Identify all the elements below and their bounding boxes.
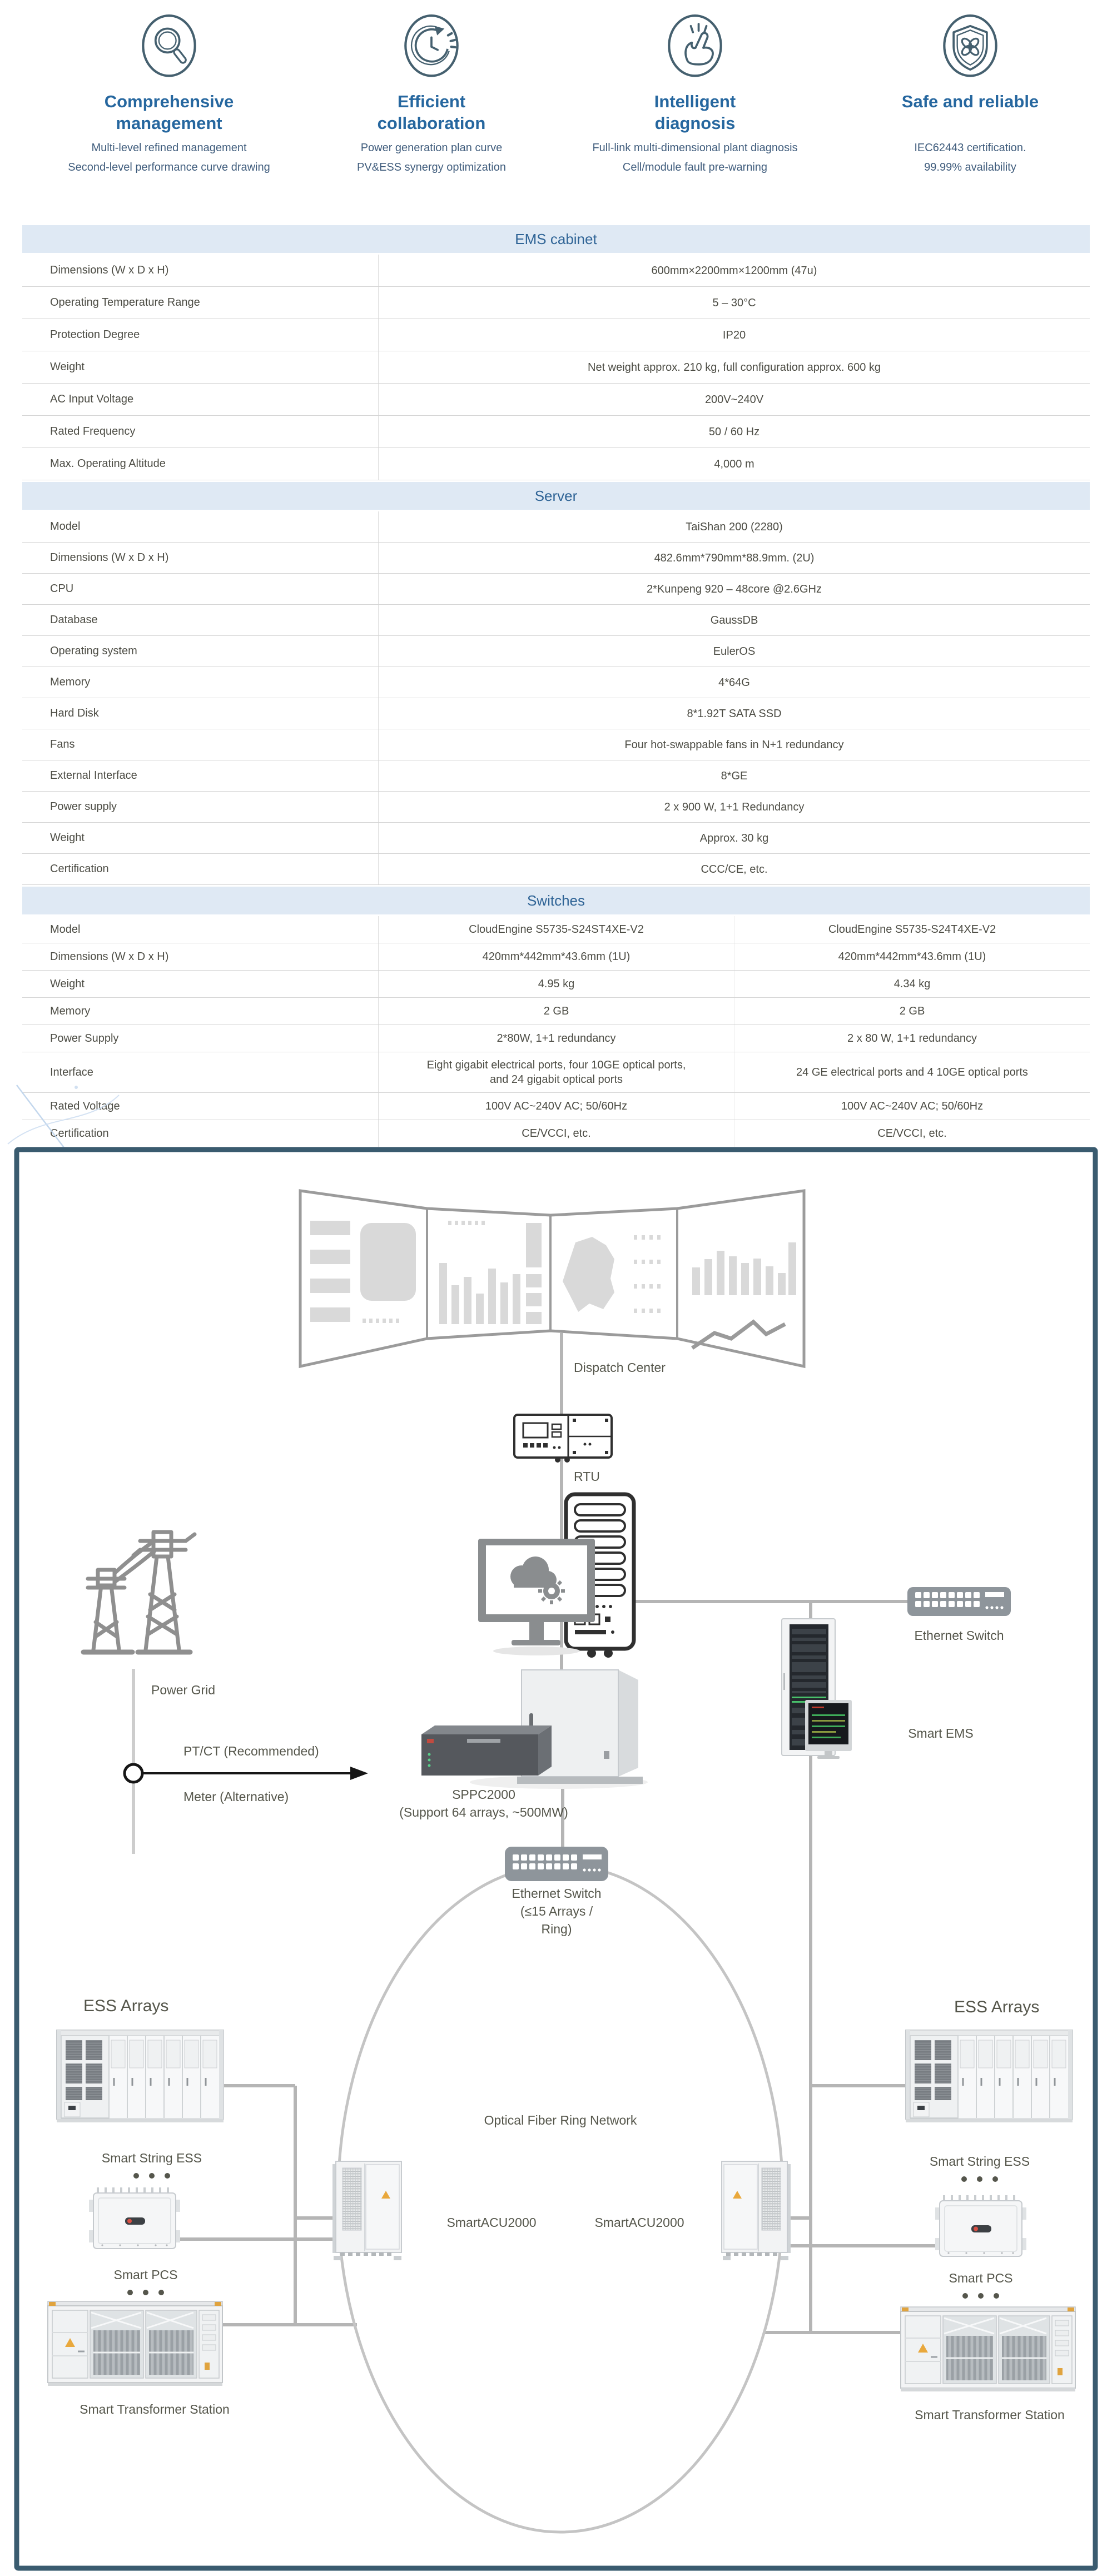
table-row bbox=[22, 287, 1090, 319]
table-row bbox=[22, 1025, 1090, 1052]
feature-title: Efficient collaboration bbox=[377, 92, 486, 133]
table-row bbox=[22, 543, 1090, 574]
feature-description: Multi-level refined management Second-level performance curve drawing bbox=[68, 142, 270, 173]
row-value: CCC/CE, etc. bbox=[378, 854, 1090, 884]
row-label: Weight bbox=[50, 977, 85, 990]
table-row bbox=[22, 943, 1090, 971]
feature-title: Intelligent diagnosis bbox=[654, 92, 736, 133]
smart-string-ess-left-label: Smart String ESS bbox=[101, 2151, 202, 2165]
row-value: CloudEngine S5735-S24ST4XE-V2 bbox=[378, 916, 734, 943]
smart-acu-right-label: SmartACU2000 bbox=[594, 2215, 684, 2230]
row-value: 4.95 kg bbox=[378, 971, 734, 997]
row-value: IP20 bbox=[378, 319, 1090, 351]
row-value: 600mm×2200mm×1200mm (47u) bbox=[378, 255, 1090, 286]
table-row bbox=[22, 916, 1090, 943]
transformer-left-label: Smart Transformer Station bbox=[80, 2402, 230, 2416]
shield-icon bbox=[831, 12, 1109, 86]
row-label: Model bbox=[50, 520, 81, 533]
row-value: Approx. 30 kg bbox=[378, 823, 1090, 853]
table-switches bbox=[22, 887, 1090, 1147]
ptct-label: PT/CT (Recommended) bbox=[183, 1744, 319, 1758]
row-value: 100V AC~240V AC; 50/60Hz bbox=[378, 1093, 734, 1120]
smart-acu-right-icon bbox=[722, 2161, 791, 2260]
table-row bbox=[22, 667, 1090, 698]
row-label: Power Supply bbox=[50, 1032, 119, 1045]
feature-1 bbox=[30, 12, 308, 177]
table-switches-header: Switches bbox=[22, 887, 1090, 914]
row-label: Dimensions (W x D x H) bbox=[50, 264, 169, 276]
transformer-right-icon bbox=[901, 2307, 1075, 2391]
row-label: Protection Degree bbox=[50, 329, 140, 341]
sppc2000-sublabel: (Support 64 arrays, ~500MW) bbox=[399, 1805, 568, 1819]
row-value: 24 GE electrical ports and 4 10GE optical ports bbox=[734, 1052, 1090, 1092]
feature-3 bbox=[556, 12, 834, 177]
row-label: Operating Temperature Range bbox=[50, 296, 200, 309]
smart-acu-left-label: SmartACU2000 bbox=[446, 2215, 537, 2230]
row-value: GaussDB bbox=[378, 605, 1090, 635]
snap-hand-icon bbox=[556, 12, 834, 86]
row-value: Eight gigabit electrical ports, four 10GE optical ports, and 24 gigabit optical ports bbox=[378, 1052, 734, 1092]
ess-container-right bbox=[906, 2030, 1073, 2122]
table-row bbox=[22, 854, 1090, 885]
feature-columns bbox=[0, 12, 1112, 207]
row-value: 2 GB bbox=[378, 998, 734, 1025]
row-label: Power supply bbox=[50, 800, 117, 813]
table-server bbox=[22, 482, 1090, 885]
transformer-right-label: Smart Transformer Station bbox=[915, 2408, 1065, 2422]
row-value: 50 / 60 Hz bbox=[378, 416, 1090, 447]
row-value: 4,000 m bbox=[378, 448, 1090, 480]
table-row bbox=[22, 416, 1090, 448]
row-value: EulerOS bbox=[378, 636, 1090, 667]
row-value: 8*GE bbox=[378, 760, 1090, 791]
table-row bbox=[22, 319, 1090, 351]
row-value: CE/VCCI, etc. bbox=[734, 1120, 1090, 1147]
row-label: Max. Operating Altitude bbox=[50, 457, 166, 470]
table-row bbox=[22, 351, 1090, 384]
row-label: Memory bbox=[50, 1004, 91, 1017]
row-label: Rated Voltage bbox=[50, 1100, 120, 1112]
smart-pcs-right-label: Smart PCS bbox=[949, 2271, 1013, 2285]
row-label: Model bbox=[50, 923, 81, 936]
table-row bbox=[22, 823, 1090, 854]
row-label: Weight bbox=[50, 361, 85, 373]
row-value: 200V~240V bbox=[378, 384, 1090, 415]
row-label: Fans bbox=[50, 738, 75, 750]
smart-ems-monitor-icon bbox=[805, 1700, 852, 1759]
table-row bbox=[22, 448, 1090, 480]
row-value: 2*Kunpeng 920 – 48core @2.6GHz bbox=[378, 574, 1090, 604]
table-row bbox=[22, 1093, 1090, 1120]
spec-tables bbox=[22, 223, 1090, 1147]
feature-4 bbox=[831, 12, 1109, 177]
table-row bbox=[22, 729, 1090, 760]
table-ems-header: EMS cabinet bbox=[22, 225, 1090, 253]
row-value: 2 GB bbox=[734, 998, 1090, 1025]
ess-container-left bbox=[57, 2030, 224, 2122]
row-value: 420mm*442mm*43.6mm (1U) bbox=[378, 943, 734, 970]
rtu-icon bbox=[514, 1415, 612, 1463]
row-label: Dimensions (W x D x H) bbox=[50, 950, 169, 963]
ethernet-switch-right-icon bbox=[907, 1587, 1011, 1616]
tap-node bbox=[125, 1764, 142, 1782]
row-value: CE/VCCI, etc. bbox=[378, 1120, 734, 1147]
row-value: TaiShan 200 (2280) bbox=[378, 511, 1090, 542]
row-label: Weight bbox=[50, 832, 85, 844]
ethernet-switch-mid-label-2: (≤15 Arrays / bbox=[520, 1904, 593, 1918]
row-label: AC Input Voltage bbox=[50, 393, 134, 405]
table-row bbox=[22, 1052, 1090, 1093]
row-value: 420mm*442mm*43.6mm (1U) bbox=[734, 943, 1090, 970]
row-value: 2 x 900 W, 1+1 Redundancy bbox=[378, 792, 1090, 822]
row-label: Rated Frequency bbox=[50, 425, 136, 437]
table-row bbox=[22, 605, 1090, 636]
power-grid-label: Power Grid bbox=[151, 1683, 216, 1697]
row-value: 4*64G bbox=[378, 667, 1090, 698]
row-label: Dimensions (W x D x H) bbox=[50, 551, 169, 564]
table-row bbox=[22, 574, 1090, 605]
row-value: 100V AC~240V AC; 50/60Hz bbox=[734, 1093, 1090, 1120]
row-value: Four hot-swappable fans in N+1 redundancy bbox=[378, 729, 1090, 760]
smart-string-ess-right-label: Smart String ESS bbox=[929, 2154, 1030, 2169]
row-label: Certification bbox=[50, 1127, 109, 1140]
row-label: Database bbox=[50, 614, 98, 626]
smart-pcs-left-label: Smart PCS bbox=[113, 2267, 178, 2282]
feature-description: Power generation plan curve PV&ESS synergy optimization bbox=[357, 142, 506, 173]
ethernet-switch-mid-label-1: Ethernet Switch bbox=[512, 1886, 602, 1901]
cycle-clock-icon bbox=[292, 12, 570, 86]
table-ems bbox=[22, 225, 1090, 480]
sppc2000-label: SPPC2000 bbox=[452, 1787, 515, 1802]
smart-pcs-left-icon bbox=[89, 2187, 180, 2249]
optical-ring-label: Optical Fiber Ring Network bbox=[484, 2113, 637, 2127]
row-value: 4.34 kg bbox=[734, 971, 1090, 997]
table-row bbox=[22, 1120, 1090, 1147]
row-value: 8*1.92T SATA SSD bbox=[378, 698, 1090, 729]
table-row bbox=[22, 384, 1090, 416]
transformer-left-icon bbox=[48, 2301, 222, 2386]
row-label: External Interface bbox=[50, 769, 137, 782]
row-label: Certification bbox=[50, 863, 109, 875]
feature-title: Comprehensive management bbox=[104, 92, 234, 133]
architecture-diagram bbox=[0, 1145, 1112, 2576]
smart-pcs-right-icon bbox=[935, 2195, 1026, 2256]
ethernet-switch-mid-label-3: Ring) bbox=[541, 1922, 572, 1936]
feature-description: Full-link multi-dimensional plant diagnosis Cell/module fault pre-warning bbox=[592, 142, 798, 173]
row-value: Net weight approx. 210 kg, full configuration approx. 600 kg bbox=[378, 351, 1090, 383]
row-label: Interface bbox=[50, 1066, 93, 1078]
table-row bbox=[22, 998, 1090, 1025]
ess-arrays-left-title: ESS Arrays bbox=[83, 1997, 169, 2015]
row-value: 2*80W, 1+1 redundancy bbox=[378, 1025, 734, 1052]
smart-acu-left-icon bbox=[332, 2161, 401, 2260]
ethernet-switch-right-label: Ethernet Switch bbox=[914, 1628, 1004, 1643]
table-row bbox=[22, 511, 1090, 543]
row-value: 2 x 80 W, 1+1 redundancy bbox=[734, 1025, 1090, 1052]
table-row bbox=[22, 255, 1090, 287]
table-row bbox=[22, 698, 1090, 729]
meter-label: Meter (Alternative) bbox=[183, 1789, 289, 1804]
row-value: 5 – 30°C bbox=[378, 287, 1090, 319]
feature-description: IEC62443 certification. 99.99% availability bbox=[914, 142, 1026, 173]
rtu-label: RTU bbox=[574, 1469, 600, 1484]
table-row bbox=[22, 792, 1090, 823]
table-row bbox=[22, 760, 1090, 792]
smart-ems-label: Smart EMS bbox=[908, 1726, 974, 1740]
magnifier-icon bbox=[30, 12, 308, 86]
table-row bbox=[22, 636, 1090, 667]
row-label: Hard Disk bbox=[50, 707, 99, 719]
row-label: CPU bbox=[50, 583, 74, 595]
ess-arrays-right-title: ESS Arrays bbox=[954, 1998, 1040, 2016]
table-row bbox=[22, 971, 1090, 998]
row-label: Memory bbox=[50, 676, 91, 688]
row-value: 482.6mm*790mm*88.9mm. (2U) bbox=[378, 543, 1090, 573]
feature-title: Safe and reliable bbox=[901, 92, 1039, 111]
ethernet-switch-mid-icon bbox=[505, 1847, 608, 1881]
feature-2 bbox=[292, 12, 570, 177]
dispatch-center-label: Dispatch Center bbox=[574, 1360, 666, 1375]
table-server-header: Server bbox=[22, 482, 1090, 510]
row-label: Operating system bbox=[50, 645, 137, 657]
row-value: CloudEngine S5735-S24T4XE-V2 bbox=[734, 916, 1090, 943]
